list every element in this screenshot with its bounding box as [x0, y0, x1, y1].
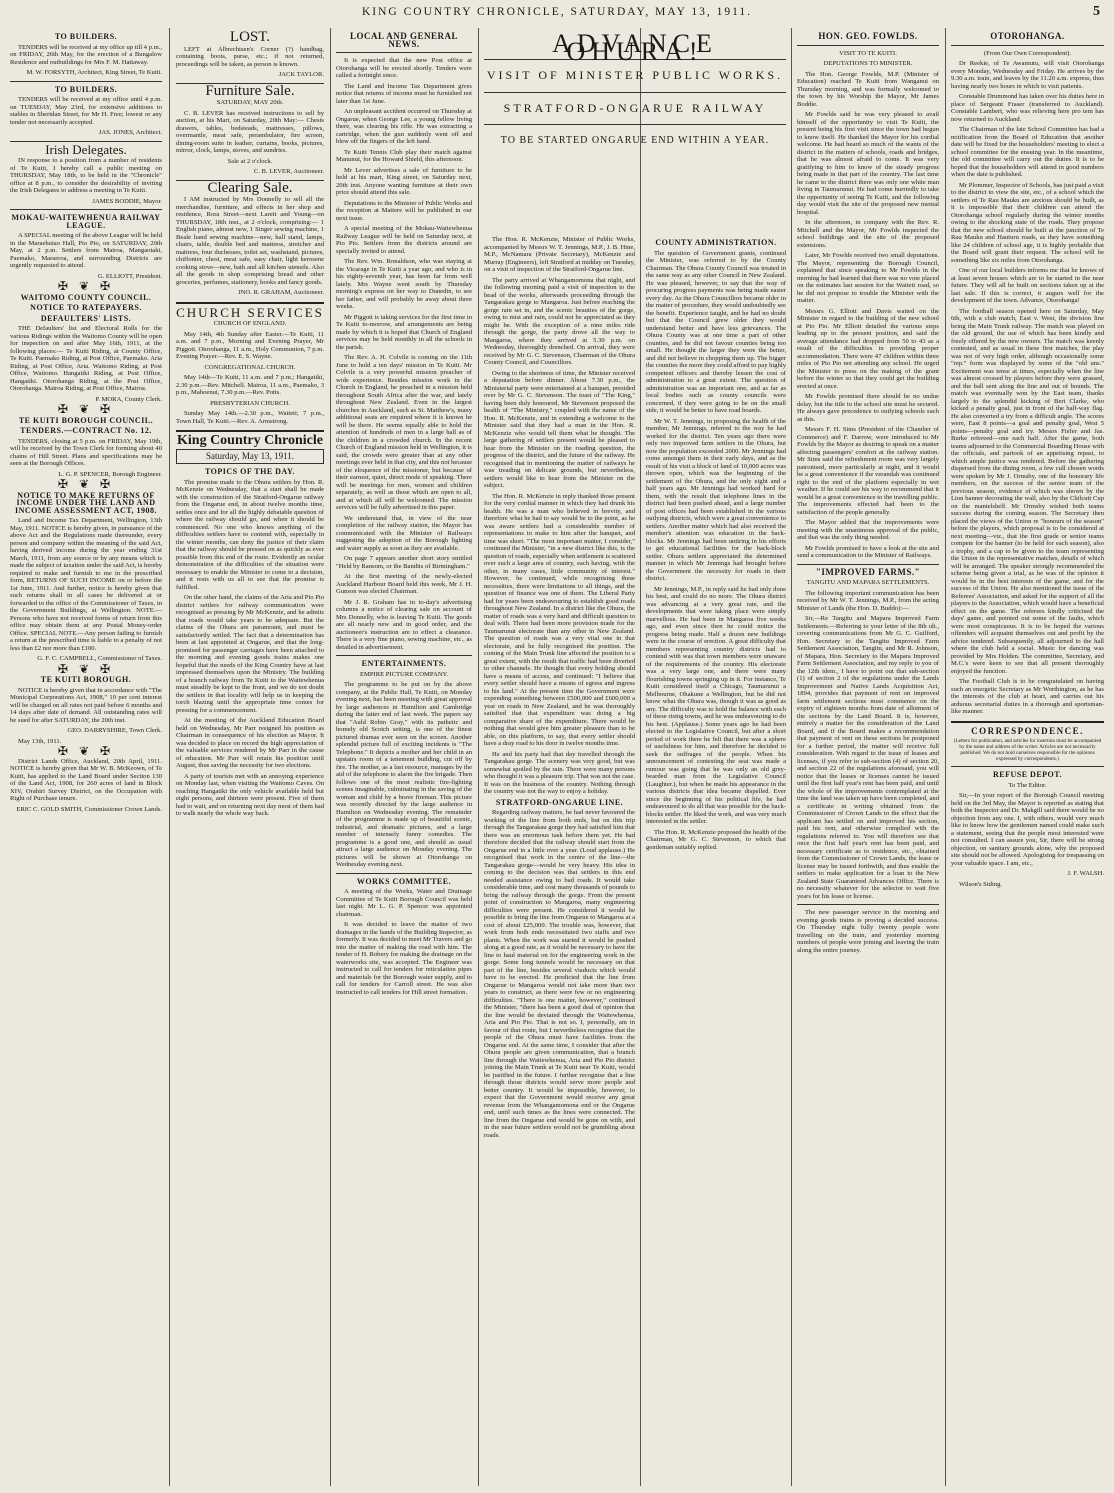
- divider: [797, 564, 939, 565]
- news-item: On page 7 appears another short story entitled "Held by Ransom, or the Bandits of Birmingham.": [336, 555, 472, 570]
- ad-signature: JAMES BODDIE, Mayor.: [92, 197, 162, 205]
- article-text: The following important communication has been received by Mr W. T. Jennings, M.P., from the acting Minister of Lands (the Hon. D. Buddo):—: [797, 589, 939, 612]
- news-item: Mr Lever advertises a sale of furniture to be held at his mart, King street, on Saturday next, 20th inst. Anyone wanting furniture at their own price should attend this sale.: [336, 166, 472, 196]
- column-7: [951, 30, 1104, 1485]
- section-heading: LOCAL AND GENERAL NEWS.: [349, 31, 459, 49]
- masthead: KING COUNTRY CHRONICLE, SATURDAY, MAY 13, 1911.: [361, 6, 753, 18]
- ad-text: District Lands Office, Auckland, 20th April, 1911. NOTICE is hereby given that Mr W. B. McKeown, of Te Kuiti, has applied to the Land Board under Section 130 of the Land Act, 1908, for 260 acres of land in Block XIV, Orahiri Survey District, on the Occupation with Right of Purchase tenure.: [10, 757, 162, 802]
- column-rule: [791, 28, 792, 1486]
- news-item: Deputations to the Minister of Public Works and the reception at Mattere will be published in our next issue.: [336, 199, 472, 222]
- article-text: Messrs G. Elliott and Davis waited on the Minister in regard to the building of the new school at Pio Pio. Mr Elliott detailed the various steps leading up to the present position, and said the average attendance had dropped from 50 to 43 as a result of the difficulties in providing proper accommodation. There were 47 children within three miles of Pio Pio not attending any school. He urged the Minister to press on the making of the grant before the winter so that they could get the building erected at once.: [797, 307, 939, 390]
- news-item: It is expected that the new Post office at Otorohanga will be erected shortly. Tenders were called a fortnight since.: [336, 57, 472, 79]
- article-text: In the afternoon, in company with the Rev. R. Mitchell and the Mayor, Mr Fowlds inspected the school buildings and the site of the proposed extensions.: [797, 219, 939, 249]
- article-text: A party of tourists met with an annoying experience on Monday last, when visiting the Waitomo Caves. On reaching Hangatiki the only vehicle available held but eight persons, and thirteen were present. Five of them had to wait, and on returning next day most of them had to walk nearly the whole way back.: [176, 772, 324, 817]
- column-rule: [640, 28, 641, 1486]
- ad-heading: TE KUITI BOROUGH.: [40, 675, 132, 684]
- crest-ornament: ✠ ❦ ✠: [57, 744, 115, 758]
- article-text: Dr Reekie, of Te Awamutu, will visit Otorohanga every Monday, Wednesday and Friday. He arrives by the 9.30 a.m. train, and leaves by the 11.20 a.m. express, thus having nearly two hours in which to visit patients.: [951, 60, 1104, 90]
- divider: [176, 430, 324, 432]
- article-text: Mr Jennings, M.P., in reply said he had only done his best, and could do no more. The Ohura district was advancing at a very great rate, and the developments that were taking place were simply marvellous. He had been in Mangaroa five weeks ago, and even since then he could notice the progress being made. Half a dozen new buildings were in the course of erection. A great difficulty that members representing country districts had to contend with was that town members were unaware of the requirements of the country. His electorate was a very large one, and there were many flourishing towns springing up in it. For instance, Te Kuiti considered itself a Chicago, Taumarunui a Melbourne, Ohakune a Wellington, but he did not know what the Ohura was, though it was as good as any. The difficulty was to hold the balance with each of these rising towns, and he was endeavouring to do his best. (Applause.) Some years ago he had been elected to the Legislative Council, but after a short period of work there he felt that there was a sphere of usefulness for him, and therefore he decided to seek the suffrages of the people. When his announcement of contesting the seat was made a rumour was going that he was only an old grey-bearded man from the Legislative Council (Laughter.), but when he made his appearance in the various districts that idea became dispelled. Ever since the beginning of his political life, he had endeavoured to do all that was possible for the back-blocks settler. He liked the work, and was very much interested in the settler.: [646, 585, 786, 825]
- ad-subheading: DEFAULTERS' LISTS.: [40, 313, 132, 323]
- article-text: The party arrived at Whangamomona that night, and the following morning paid a visit of inspection to the head of the works, afterwards proceeding through the Tangarakau gorge to Mangaroa. Just before reaching the gorge rain set in, and the scenic beauties of the gorge, owing to mist and rain, could not be appreciated as they might be. With the exception of a nine miles ride through the gorge, the party drove all the way to Mangaroa, where they arrived at 5.30 p.m. on Wednesday, thoroughly drenched. On arrival, they were received by Mr G. C. Stevenson, Chairman of the Ohura County Council, and Councillors.: [484, 276, 635, 366]
- crest-ornament: ✠ ❦ ✠: [57, 402, 115, 416]
- section-subheading: PRESBYTERIAN CHURCH.: [210, 399, 290, 407]
- paper-name: King Country Chronicle: [177, 433, 323, 448]
- article-text: Constable Drummond has taken over his duties here in place of Sergeant Fraser (transferred to Auckland). Constable Lambert, who was relieving here pro tem has now returned to Auckland.: [951, 93, 1104, 123]
- ad-heading: TO BUILDERS.: [54, 32, 118, 41]
- ad-signature: P. MORA, County Clerk.: [95, 395, 162, 403]
- divider: [951, 45, 1104, 46]
- column-2: [176, 30, 324, 1485]
- ad-text: TENDERS will be received at my office until 4 p.m. on TUESDAY, May 23rd, for extensive additions to stables in Sheridan Street, for Mr H. Free; lowest or any tender not necessarily accepted.: [10, 96, 162, 126]
- article-text: It was decided to leave the matter of two drainages in the hands of the Building Inspector, as formerly. It was decided to meet Mr Travers and go into the matter of making the road with him. The tender of H. Robery for making the drainage on the waterworks site, was accepted. The Engineer was instructed to call for tenders for reticulation pipes and materials for the Borough water supply, and to call for tenders for Carroll street. He was also instructed to call tenders for Hill street formation.: [336, 921, 472, 996]
- section-heading: WORKS COMMITTEE.: [356, 876, 452, 886]
- ad-signature: G. ELLIOTT, President.: [97, 272, 162, 280]
- article-text: At the meeting of the Auckland Education Board held on Wednesday, Mr Parr resigned his position as Chairman in consequence of his election as Mayor. It was decided to place on record the high appreciation of the valuable services rendered by Mr Parr in the cause of education. Mr Parr will retain his position until August, thus saving the necessity for two elections.: [176, 717, 324, 769]
- divider: [797, 904, 939, 905]
- lead-article-header: [484, 34, 786, 234]
- ad-subheading: TENDERS.—CONTRACT No. 12.: [20, 426, 152, 435]
- article-text: Mr W. T. Jennings, in proposing the health of the member, Mr Jennings, referred to the way he had worked for the district. Ten years ago there were only two improved farm settlers in the Ohura, but now the population exceeded 2000. Mr Jennings had come amongst them in their early days, and as the result of his visit a block of land of 10,000 acres was thrown open, which was the beginning of the settlement of the Ohura, and the only eight and a half years ago. Mr Jennings had worked hard for them, with the result that telephone lines in the district had been pushed ahead, and a large number of post offices had been established in the various outlying districts, which were a great convenience to settlers. Another matter which had also received the member's attention was education in the back-blocks. Mr Jennings had been untiring in his efforts to get educational facilities for the back-block settler. Ohura settlers appreciated the determined manner in which Mr Jennings had brought before the Government the necessity for roads in their district.: [646, 417, 786, 582]
- article-text: Owing to the shortness of time, the Minister received a deputation before dinner. About 7.30 p.m., the Ministerial party were entertained at a banquet, presided over by Mr G. C. Stevenson. The toast of "The King," having been duly honoured, Mr Stevenson proposed the health of "The Ministry," coupled with the name of the Hon. R. McKenzie, and in extending a welcome to the Minister said that they had a man in the Hon. R. McKenzie who would tell them what he thought. The large gathering of settlers present would be pleased to hear from the Minister on the roading question, the progress of the district, and the future of the railway. He recognised that in mentioning the matter of railways he was treading on delicate grounds, but nevertheless, settlers would like to hear from the Minister on the subject.: [484, 369, 635, 489]
- article-text: The Hon. R. McKenzie in reply thanked those present for the very cordial manner in which they had drunk his health. He was a man who believed in brevity, and therefore what he had to say would be to the point, as he was aware settlers had a considerable number of representations to make to him after the banquet, and time was short. "The most important matter, I consider," continued the Minister, "in a new district like this, is the question of roads, especially when settlement is scattered over such a large area of country, each having, with the other, in many cases, little community of interest." However, he continued, while recognising these necessities, there were limitations to all things, and the question of finance was one of them. The Liberal Party had for years been endeavouring to establish good roads throughout New Zealand. In a district like the Ohura, the matter of roads was a very hard and difficult question to deal with. There had been more provision made for the Taumarunui electorate than any other in New Zealand. The question of roads was a very vital one in that electorate, and he fully recognised the position. The coming of the Main Trunk line affected the position to a great extent, with the result that traffic had been diverted to other channels. He thought that every holding should have a means of access, and continued: "I believe that every settler should have a means of egress and ingress to his land." At the present time the Government were expending something between £500,000 and £600,000 a year on roads in New Zealand, and he was thoroughly satisfied that that expenditure was doing a big comparative share of the expenditure. There would be nothing that would give him greater pleasure than to be able, on this platform, to say, that every settler should have a dray road to his door in twelve months time.: [484, 492, 635, 747]
- divider: [484, 92, 786, 93]
- news-item: An unpleasant accident occurred on Thursday at Ongarue, when George Lee, a young fellow living there, was clearing his rifle. He was extracting a cartridge, when the gun suddenly went off and blew off the fingers of the left hand.: [336, 108, 472, 145]
- column-rule: [169, 28, 170, 1486]
- ad-subheading: SATURDAY, MAY 20th.: [216, 99, 284, 106]
- divider: [336, 52, 472, 53]
- letter-heading: REFUSE DEPOT.: [992, 770, 1063, 779]
- news-item: The Land and Income Tax Department gives notice that returns of income must be furnished not later than 1st June.: [336, 82, 472, 105]
- ad-signature: JAS. JONES, Architect.: [98, 129, 162, 136]
- article-text: The Hon. R. McKenzie, Minister of Public Works, accompanied by Messrs W. T. Jennings, M.P., J. B. Hine, M.P., McNamara (Private Secretary), McKenzie and Murray (Engineers), left Stratford at midday on Tuesday, on a visit of inspection of the Stratford-Ongarue line.: [484, 236, 635, 273]
- column-rule: [478, 28, 479, 1486]
- ad-text: I AM instructed by Mrs Donnelly to sell all the merchandise, furniture, and effects in her shop and residence, Rora Street—next Lareit and Young—on THURSDAY, 18th inst., at 2 o'clock, comprising:— 1 English piano, almost new, 1 Singer sewing machine, 1 Beale hand sewing machine—new, hall stand, lamps, chairs, table, double bed and mattress, stretcher and mattress, four duchesses, toilet set, washstand, pictures, chiffonier, chest, meat safe, easy chair, light kerosene cooking stove—new, bath and all kitchen utensils. Also all the goods in shop comprising bread and other groceries, perfumes, stationery, books and fancy goods.: [176, 196, 324, 286]
- section-heading: OTOROHANGA.: [990, 31, 1065, 41]
- ad-signature: M. W. FORSYTH, Architect, King Street, Te Kuiti.: [26, 69, 162, 76]
- section-subheading: (From Our Own Correspondent).: [983, 49, 1072, 57]
- section-heading: CORRESPONDENCE.: [971, 725, 1084, 736]
- article-text: Mr Fowlds promised to have a look at the site and send a communication to the Minister of Railways.: [797, 544, 939, 559]
- section-heading: HON. GEO. FOWLDS.: [818, 31, 918, 41]
- section-subheading: EMPIRE PICTURE COMPANY.: [359, 670, 449, 678]
- ad-text: C. B. LEVER has received instructions to sell by auction, at his Mart, on Saturday, 20th May:— Chests drawers, tables, bedsteads, mattresses, pillows, overmantle, meat safe, perambulator, fire screen, dining-room suite in leather, curtains, books, pictures, mirror, clock, lamps, stoves, and sundries.: [176, 109, 324, 154]
- ad-heading: TO BUILDERS.: [54, 84, 118, 94]
- column-1: [10, 30, 162, 1485]
- notice-text: Sunday May 14th.—2.30 p.m., Waiteti; 7 p.m., Town Hall, Te Kuiti.—Rev. A. Armstrong.: [176, 410, 324, 425]
- ad-heading: Irish Delegates.: [45, 141, 127, 157]
- article-text: Messrs F. H. Sims (President of the Chamber of Commerce) and F. Darrow, were introduced to Mr Fowlds by the Mayor as desiring to speak on a matter affecting passengers' comfort at the railway station. Mr Sims said the refreshment room was very largely patronised, more particularly at night, and it would be a great convenience if the verandah was continued right to the end of the platform especially in wet weather. If he could see his way to recommend that it would be a great convenience to the travelling public. The improvements effected had been to the satisfaction of the people generally.: [797, 426, 939, 516]
- ad-signature: C. B. LEVER, Auctioneer.: [253, 168, 324, 175]
- ad-text: THE Defaulters' list and Electoral Rolls for the various Ridings within the Waitomo County will be open for inspection on and after May 16th, 1911, at the following places:— Te Kuiti Riding, at County Office, Te Kuiti. Paemako Riding, at Post Office, Paemako. Aria Riding, at Post Office, Aria. Waitomo Riding, at Post Office, Waitomo. Hangatiki Riding, at Post Office, Hangatiki. Otorohanga Riding, at the Post Office, Otorohanga. Mairoa Riding, at Post Office, Mairoa.: [10, 325, 162, 392]
- ad-signature: JACK TAYLOR.: [278, 71, 324, 78]
- page-number: 5: [1093, 4, 1100, 19]
- news-item: At the first meeting of the newly-elected Auckland Harbour Board held this week, Mr J. H. Gunson was elected Chairman.: [336, 573, 472, 595]
- article-text: Mr Fowlds said he was very pleased to avail himself of the opportunity to visit Te Kuiti, the present being his first visit since the town had begun to know itself. He thanked the Mayor for his cordial welcome. He had heard so much of the wants of the district in the matters of schools, roads and bridges, that he was almost afraid to come. It was very gratifying to him to know of the steady progress being made in that part of the country. The last time he came to the district there was only one white man living in Taumarunui. He had come hurriedly to take the opportunity of seeing Te Kuiti, and the following day would visit the site of the proposed new mental hospital.: [797, 111, 939, 216]
- news-item: Mr Piggott is taking services for the first time in Te Kuiti to-morrow, and arrangements are being made by which it is hoped that Church of England services may be held monthly in all the schools in the parish.: [336, 313, 472, 351]
- news-item: A special meeting of the Mokau-Waitewhenua Railway League will be held on Saturday next, at Pio Pio. Settlers from the districts around are specially invited to attend.: [336, 225, 472, 255]
- divider: [10, 209, 162, 210]
- crest-ornament: ✠ ❦ ✠: [57, 279, 115, 293]
- section-heading: ENTERTAINMENTS.: [361, 659, 447, 668]
- lead-headline: ADVANCE OHURA!: [552, 34, 718, 66]
- divider: [336, 655, 472, 656]
- section-note: (Letters for publication, and articles for insertion must be accompanied by the name and address of the writer. Articles are not necessarily published. We do not hold ourselves responsible for the opinions expressed by correspondents.): [953, 738, 1102, 762]
- article-text: The question of Government grants, continued the Minister, was referred to by the County Chairman. The Ohura County Council was treated in the same way as any other Council in New Zealand. He was pleased, however, to say that the way of procuring progress payments was being made easier every day. As the Ohura Councillors became older in the matter of procedure, they would undoubtedly see the benefit. Experience taught, and he had no doubt but that the Council grew older they would understand better and have less grievances. The Ohura County was at one time a part of other counties, and he did not favour counties being too small. He thought the larger they were the better, and did not believe in chopping them up. The bigger the counties the more they could afford to pay highly competent officers and thereby lessen the cost of administration to a great extent. The question of administration was an important one, and as far as local bodies such as county councils were concerned, if they were going to be on the small side, it would be better to have road boards.: [646, 249, 786, 414]
- article-text: Regarding railway matters, he had never favoured the working of the line from both ends, but on this trip through the Tangarakau gorge they had satisfied him that there was an enormous task before them yet. He had therefore decided that the railway should start from the Ongarue end in a little over a year. (Loud applause.) He recognised that work in the centre of the line—the Tangarakau gorge—would be very heavy. His idea in coming to the decision was that settlers in this end needed assistance owing to bad roads. It would take considerable time, and cost many thousands of pounds to bring the railway through the gorge. From the present point of construction to Mangaroa, many engineering difficulties were present. He considered it would be possible to bring the line from Ongarue to Mangaroa at a cost of about £25,000. The trouble was, however, that work from both ends necessitated two staffs and two plants. When the work was started it would be pushed along at a good rate, as it would be necessary to have the line to haul material on for the engineering work in the gorge. Some long tunnels would be necessary on that part of the line, besides several viaducts which would have to be erected. He predicted that the line from Ongarue to Mangaroa would not take more than two years to construct, as there were few or no engineering difficulties. "There is one matter, however," continued the Minister, "there has been a good deal of opinion that the line would be deviated through the Waitewhenua, Aria and Pio Pio. That is not so. I, personally, am in favour of that route, but I nevertheless recognise that the people of the Ohura must have facilities from the Ongarue end. At the same time, I consider that after the Ohura people are given communication, that a branch line through the Waitewhenua, Aria and Pio Pio district joining the Main Trunk at Te Kuiti near Te Kuiti, would be justified in the future. I further recognise that a line through those districts would serve more people and better country. It would be impossible, however, to expect that the Government would receive any great revenue from the Whangamomona end or the Ongarue end, until such times as the lines were connected. The line from the Ongarue end would be gone on with, and in the near future settlers would not be grumbling about roads.: [484, 809, 635, 1139]
- article-text: A meeting of the Works, Water and Drainage Committee of Te Kuiti Borough Council was held last night. Mr L. G. P. Spencer was appointed chairman.: [336, 888, 472, 918]
- article-text: Mr Plommer, Inspector of Schools, has just paid a visit to the district to view the site, etc., of a school which the settlers of Te Rau Mauku are anxious should be built, as it is impossible that their children can attend the Otorohanga school regularly during the winter months owing to the shocking state of the roads. They propose that the new school should be built at the junction of Te Rau Mauku and Hauturu roads, as they have something like 24 children of school age, it is highly probable that the Board will grant their request. The school will be something like six miles from Otorohanga.: [951, 181, 1104, 264]
- ad-heading: Furniture Sale.: [205, 82, 295, 99]
- notice-text: May 14th, 4th Sunday after Easter.—Te Kuiti, 11 a.m. and 7 p.m., Morning and Evening Prayer, Mr Piggott. Otorohanga, 11 a.m., Holy Communion, 7 p.m. Evening Prayer.—Rev. E. S. Wayne.: [176, 330, 324, 360]
- section-subheading: CONGREGATIONAL CHURCH.: [204, 363, 296, 371]
- paper-date-box: [176, 449, 324, 465]
- letter-place: Wilson's Siding.: [959, 880, 1003, 888]
- letter-text: Sir,—In your report of the Borough Council meeting held on the 3rd May, the Mayor is reported as stating that both the Inspector and Dr. Makgill said there would be no objection from any one. I, with others, would very much like to know how the gentlemen named could make such a statement, seeing that the people most interested were not consulted. I can assure you, Sir, there will be strong objection, on sanitary grounds alone, why the proposed site should not be allowed. Apologising for trespassing on your valuable space. I am, etc.,: [951, 792, 1104, 867]
- ad-text: A SPECIAL meeting of the above League will be held in the Maraehuiao Hall, Pio Pio, on SATURDAY, 20th May, at 2 p.m. Settlers from Mairoa, Mangaotaki, Paemako, Maraeroa, and surrounding Districts are urgently requested to attend.: [10, 232, 162, 269]
- lead-subheadline: STRATFORD-ONGARUE RAILWAY: [503, 100, 767, 115]
- section-heading: TOPICS OF THE DAY.: [204, 467, 296, 476]
- ad-text: LEFT at Albrechtsen's Corner (?) handbag, containing boots, purse, etc.; if not returned, proceedings will be taken, as person is known.: [176, 45, 324, 68]
- lead-subheadline: VISIT OF MINISTER PUBLIC WORKS.: [486, 68, 784, 82]
- crest-ornament: ✠ ❦ ✠: [57, 477, 115, 491]
- divider: [176, 302, 324, 304]
- article-text: The Mayor added that the improvements were meeting with the unanimous approval of the public, and that was the only thing needed.: [797, 519, 939, 541]
- lead-column-a: [484, 236, 635, 1484]
- column-rule: [330, 28, 331, 1486]
- column-3: [336, 30, 472, 1485]
- lead-subheadline: TO BE STARTED ONGARUE END WITHIN A YEAR.: [500, 135, 770, 146]
- ad-signature: G. F. C. CAMPBELL, Commissioner of Taxes.: [37, 655, 162, 662]
- article-text: One of our local builders informs me that he knows of at least seven houses which are to be started in the near future. They will all be built on sections taken up at the last sale. If this is correct, it augurs well for the development of the town. Advance, Otorohanga!: [951, 267, 1104, 304]
- news-item: Te Kuiti Tennis Club play their match against Manunui, for the Howard Shield, this afternoon.: [336, 148, 472, 163]
- section-subheading: VISIT TO TE KUITI.: [839, 49, 897, 57]
- article-text: Mr Fowlds promised there should be no undue delay, but the title to the school site must be secured. He always gave precedence to outlying schools such as this.: [797, 393, 939, 423]
- ad-signature: JNO. R. GRAHAM, Auctioneer.: [238, 289, 324, 296]
- section-heading: CHURCH SERVICES: [176, 304, 324, 320]
- article-text: He and his party had that day travelled through the Tangarakau gorge. The scenery was very good, but was somewhat spoiled by the rain. There were many persons who thought it was a pleasure trip. That was not the case. It was on the business of the country. Nothing through the country was not the way to enjoy a holiday.: [484, 750, 635, 795]
- column-6: [797, 30, 939, 1485]
- ad-heading: Clearing Sale.: [207, 179, 293, 196]
- ad-signature: ERIC C. GOLD SMITH, Commissioner Crown Lands.: [16, 805, 162, 813]
- section-heading: STRATFORD-ONGARUE LINE.: [495, 797, 624, 807]
- ad-heading: MOKAU-WAITEWHENUA RAILWAY LEAGUE.: [11, 213, 161, 230]
- article-text: The Chairman of the late School Committee has had a notification from the Board of Education that another date will be fixed for the householders' meeting to elect a school committee for the ensuing year. In the meantime, the old committee will carry out the duties. It is to be hoped that the householders will attend in good numbers when the date is published.: [951, 126, 1104, 178]
- lead-column-b: [646, 236, 786, 1484]
- ad-text: TENDERS, closing at 5 p.m. on FRIDAY, May 19th, will be received by the Town Clerk for forming about 40 chains of Hill Street. Plans and specifications may be seen at the Borough Offices.: [10, 437, 162, 467]
- article-text: The football season opened here on Saturday, May 6th, with a club match, East v. West, the division line being the Main Trunk railway. The match was played on the old ground, the use of which has been kindly and freely offered by the new owners. The match was keenly contested, and as usual in these first matches, the play was not of very high order, although occasionally some "rep." form was displayed by some of the "old uns." Excitement was tense at times, especially when the line was almost crossed by players before they were grassed, and the ball sent along the line and out of bounds. The match was eventually won by the East team, thanks largely to the splendid kicking of Bert Clarke, who kicked a penalty goal, just in front of the half-way flag. He also converted a try from a difficult angle. The scores were, East 8 points—a goal and penalty goal, West 5 points—penalty goal and try. Messrs Fiefer and Jas. Burke refereed—one each half. After the game, both teams adjourned to the Commercial Boarding House with the officials, and partook of an appetising repast, to which ample justice was rendered. Before the gathering dispersed from the dining room, a few cull chosen words were spoken by Mr J. Ormsby, one of the honorary life members, on the success of the senior team of the previous season, evidence of which was shown by the Lion banner decorating the wall, also by the Chilcutt Cup on the mantelshelf. Mr Ormsby wished both teams success during the coming season. The Secretary then placed the views of the Union re "honours of the season" before the players, which proposal is to be considered at next meeting—viz., that the first grade or senior teams compete for the banner (to be held for each season), also a trophy, and a cap to be given to the team representing the Union in the representative matches, details of which will be arranged. The speaker strongly recommended the scheme being given a trial, as he was of the opinion it would be in the best interests of the game, and for the success of the Union. He also mentioned the issue of the Referees' Association, and asked for the support of all the players to the Association, which would have a beneficial effect on the game. The referees kindly criticised the days' game, and pointed out some of the faults, which were most conspicuous. It is to be hoped the various offenders will acquaint themselves out and profit by the advice tendered. Subsequently, all adjourned to the hall where the club held a social. Music for dancing was provided by Mrs Holden. The committee, Secretary, and M.C.'s were keen to see that all present thoroughly enjoyed the function.: [951, 307, 1104, 675]
- divider: [951, 766, 1104, 767]
- article-text: The new passenger service in the morning and evening goods trains is proving a decided success. On Thursday night fully twenty people were travelling on the train, and yesterday morning numbers of people were joining and leaving the train along the entire journey.: [797, 909, 939, 954]
- section-subheading: CHURCH OF ENGLAND.: [213, 320, 287, 327]
- crest-ornament: ✠ ❦ ✠: [57, 661, 115, 676]
- news-item: The Rev. A. H. Colvile is coming on the 11th June to hold a ten days' mission in Te Kuiti. Mr Colvile is a very powerful mission preacher of wide experience. Besides mission work in the Church in England, he preached in a mission held throughout South Africa after the war, and lately throughout New Zealand. Even in the largest churches in Auckland, such as St. Matthew's, many additional seats are required where it is known he will be there. He seems equally able to hold the attention of hundreds of men in a large hall as of the children in a crowded church. In the recent Church of England mission held in Wellington, it is said, the crowds were greater than at any other meetings ever held in that city, and this not because of the eloquence of the missioner, but because of their earnest, quiet, direct mode of speaking. There will be meetings for men, women and children separately, as well as those which are open to all, and at which all will be welcomed. The mission services will be fully advertised in this paper.: [336, 354, 472, 511]
- news-item: The Rev. Wm. Ronaldson, who was staying at the Vicarage in Te Kuiti a year ago, and who is in his eighty-seventh year, has been far from well lately. Mrs Wayne went south by Thursday morning's express on her way to Dunedin, to see her father, and will probably be away about three weeks.: [336, 258, 472, 310]
- ad-heading: WAITOMO COUNTY COUNCIL.: [20, 292, 152, 302]
- ad-text: IN response to a position from a number of residents of Te Kuiti, I hereby call a public meeting on THURSDAY, May 18th, to be held in the "Chronicle" office at 8 p.m., to consider the desirability of inviting the Irish Delegates to address a meeting in Te Kuiti.: [10, 157, 162, 194]
- divider: [797, 45, 939, 46]
- divider: [951, 721, 1104, 723]
- ad-subheading: NOTICE TO RATEPAYERS.: [30, 303, 142, 312]
- ad-heading: LOST.: [229, 30, 271, 45]
- article-text: Later, Mr Fowlds received two small deputations. The Mayor, representing the Borough Council, explained that since speaking to Mr Fowlds in the morning he had learned that there was no vote placed on the estimates last session for the Waiteti road, so he did not propose to trouble the Minister with the matter.: [797, 252, 939, 304]
- section-heading: "IMPROVED FARMS.": [815, 566, 921, 577]
- article-text: The Football Club is to be congratulated on having such an energetic Secretary as Mr Worthington, as he has the interests of the club at heart, and carries out his arduous secretarial duties in a thorough and sportsman-like manner.: [951, 678, 1104, 715]
- ad-heading: TE KUITI BOROUGH COUNCIL.: [18, 415, 154, 425]
- article-text: The programme to be put on by the above company, at the Public Hall, Te Kuiti, on Monday evening next, has been meeting with great approval by large audiences in Hamilton and Cambridge during the latter end of last week. The papers say that "Auld Robin Gray," with its pathetic and homely old Scotch setting, is one of the finest pictured dramas ever seen on the screen. Another splendid picture full of exciting incidents is "The Telephone." It depicts a mother and her child in an upstairs room of a tenement building, cut off by fire. The mother, as a last resource, manages by the aid of the telephone to alarm the fire brigade. Then follows one of the most realistic fire-fighting scenes imaginable, culminating in the saving of the woman and child by a brave fireman. This picture was recently directed by the large audience in Hamilton on Wednesday evening. The remainder of the programme is made up of beautiful scenic, industrial, and dramatic pictures, and a large number of intensely funny comedies. The programme is a good one, and should as usual attract a large audience on Monday evening. The pictures will be shown at Otorohanga on Wednesday evening next.: [336, 681, 472, 868]
- ad-text: Sale at 2 o'clock.: [227, 157, 273, 165]
- section-subheading: TANGITU AND MAPARA SETTLEMENTS.: [806, 579, 930, 586]
- ad-text: Land and Income Tax Department, Wellington, 13th May, 1911. NOTICE is hereby given, in pursuance of the above Act and the Regulations made thereunder, every person and company within the meaning of the said Act, having derived income during the year ending 31st March, 1911, from any source or by any means which is made the subject of taxation under the said Act, is hereby required to make and furnish to me in the prescribed form, RETURNS OF SUCH INCOME on or before the 1st June, 1911. And further, notice is hereby given that such returns shall in all cases be delivered at or forwarded to the office of the Commissioner of Taxes, in the Government Buildings, at Wellington. NOTE.—Persons who have not received forms of return from this office may obtain them at any Postal Money-order Office. SPECIAL NOTE.—Any person failing to furnish a return at the prescribed time is liable to a penalty of not less than £2 nor more than £100.: [10, 517, 162, 652]
- article-text: The Hon. R. McKenzie proposed the health of the Chairman, Mr G. C. Stevenson, to which that gentleman suitably replied.: [646, 828, 786, 851]
- article-text: Sir,—Re Tangitu and Mapara Improved Farm Settlements.—Referring to your letter of the 8th ult., covering communications from Mr G. C. Guilford, Hon. Secretary to the Tangitu Improved Farm Settlement Association, Tangitu, and Mr R. Johnson, of Mapara, Hon. Secretary to the Mapara Improved Farm Settlement Association, and my reply to you of the 12th idem., I have to point out that sub-section (1) of section 2 of the regulations under the Lands Improvement and Native Lands Acquisition Act, 1894, provides that payment of rent on improved farm settlement sections must commence on the expiry of eighteen months from date of allotment of the sections by the Land Board. It is, however, entirely a matter for the consideration of the Land Board, and if the Board makes a recommendation that payment of rent on these sections be postponed for a further period, the matter will receive full consideration. With regard to the issue of leases and licenses, if you refer to sub-section (4) of section 20, and section 22 of the regulations aforesaid, you will notice that the leases or licenses cannot be issued until the first half year's rent has been paid, and until the whole of the improvements contemplated at the time the land was taken up have been completed, and a certificate in writing obtained from the Commissioner of Crown Lands to the effect that the applicant has settled on and improved his section, paid his rent, and otherwise complied with the regulations referred to. You will therefore see that once the first half year's rent has been paid, and necessary certificate as to residence, etc., obtained from the Commissioner of Crown Lands, the lease or license may be issued forthwith, and thus enable the settlers to make application for a loan to the New Zealand State Guaranteed Advances Office. There is no necessity whatever for the selector to wait five years for his lease or license.: [797, 615, 939, 900]
- column-rule: [945, 28, 946, 1486]
- ad-heading: NOTICE TO MAKE RETURNS OF INCOME UNDER THE LAND AND INCOME ASSESSMENT ACT, 1908.: [15, 490, 157, 515]
- news-item: Mr J. R. Graham has in to-day's advertising columns a notice of clearing sale on account of Mrs Donnelly, who is leaving Te Kuiti. The goods are all nearly new and in good order, and the auctioneer's instruction are to effect a clearance. There is a very fine piano, sewing machine, etc., as detailed in advertisement.: [336, 598, 472, 651]
- ad-text: TENDERS will be received at my office up till 4 p.m., on FRIDAY, 26th May, for the erection of a Bungalow Residence and outbuildings for Mrs F. M. Hattaway.: [10, 43, 162, 66]
- paper-date: Saturday, May 13, 1911.: [205, 450, 295, 461]
- notice-text: May 14th—Te Kuiti, 11 a.m. and 7 p.m.; Hangatiki, 2.30 p.m.—Rev. Mitchell. Mairoa, 11 a.m., Paemako, 3 p.m., Mahoenui, 7.30 p.m.—Rev. Potts.: [176, 374, 324, 396]
- article-text: The Hon. George Fowlds, M.P. (Minister of Education) reached Te Kuiti from Wanganui on Thursday morning, and was formally welcomed to the town by his Worship the Mayor, Mr James Boddie.: [797, 70, 939, 108]
- letter-salutation: To The Editor.: [1008, 781, 1047, 789]
- section-subheading: DEPUTATIONS TO MINISTER.: [823, 60, 913, 67]
- divider: [10, 81, 162, 82]
- news-item: We understand that, in view of the near completion of the railway station, the Mayor has communicated with the Minister of Railways suggesting the adoption of the Borough lighting and water supply as soon as they are available.: [336, 514, 472, 552]
- divider: [336, 873, 472, 874]
- ad-signature: GEO. DARRYSHIRE, Town Clerk.: [67, 727, 162, 734]
- ad-date: May 13th, 1911.: [18, 737, 62, 745]
- article-text: On the other hand, the claims of the Aria and Pio Pio district settlers for railway communication were recognised as pressing by Mr McKenzie, and he admits that roads would take years to be adequate. But the claims of the Ohura are paramount, and must be satisfactorily settled. The fact that a determination has been at last appointed at Ongarue, and that the long-promised for passenger carriages have been attached to the morning and evening goods trains makes one hopeful that the needs of the King Country have at last impressed themselves upon the Ministry. The building of a branch railway from Te Kuiti to the Waitewhenua must steadily be kept to the front, and we do not doubt the settlers in that locality will help us in keeping the torch blazing until the appropriate time comes for pressing for a commencement.: [176, 594, 324, 714]
- ad-text: NOTICE is hereby given that in accordance with "The Municipal Corporations Act, 1908," 10 per cent interest will be charged on all rates not paid before 6 months and 14 days after date of demand. All outstanding rates will be sued for after SATURDAY, the 20th inst.: [10, 686, 162, 724]
- section-heading: COUNTY ADMINISTRATION.: [655, 238, 777, 247]
- ad-signature: L. G. P. SPENCER, Borough Engineer.: [58, 470, 162, 478]
- divider: [484, 124, 786, 125]
- article-text: The promise made to the Ohura settlers by Hon. R. McKenzie on Wednesday, that a start shall be made with the construction of the Stratford-Ongarue railway from the Ongarue end, in about twelve months time, settles once and for all the highly debatable question of where the railway should go, and when it should be commenced. No one who knows anything of the difficulties settlers have to contend with, especially in the winter months, can deny the justice of their claim that the railway should be pressed on as quickly as ever possible from this end of the route. Evidently an ocular demonstration of the difficulties of the situation were necessary to enable the Minister to come to a decision, and it rests with us all to see that the promise is fulfilled.: [176, 478, 324, 591]
- letter-signature: J. F. WALSH.: [1067, 870, 1104, 877]
